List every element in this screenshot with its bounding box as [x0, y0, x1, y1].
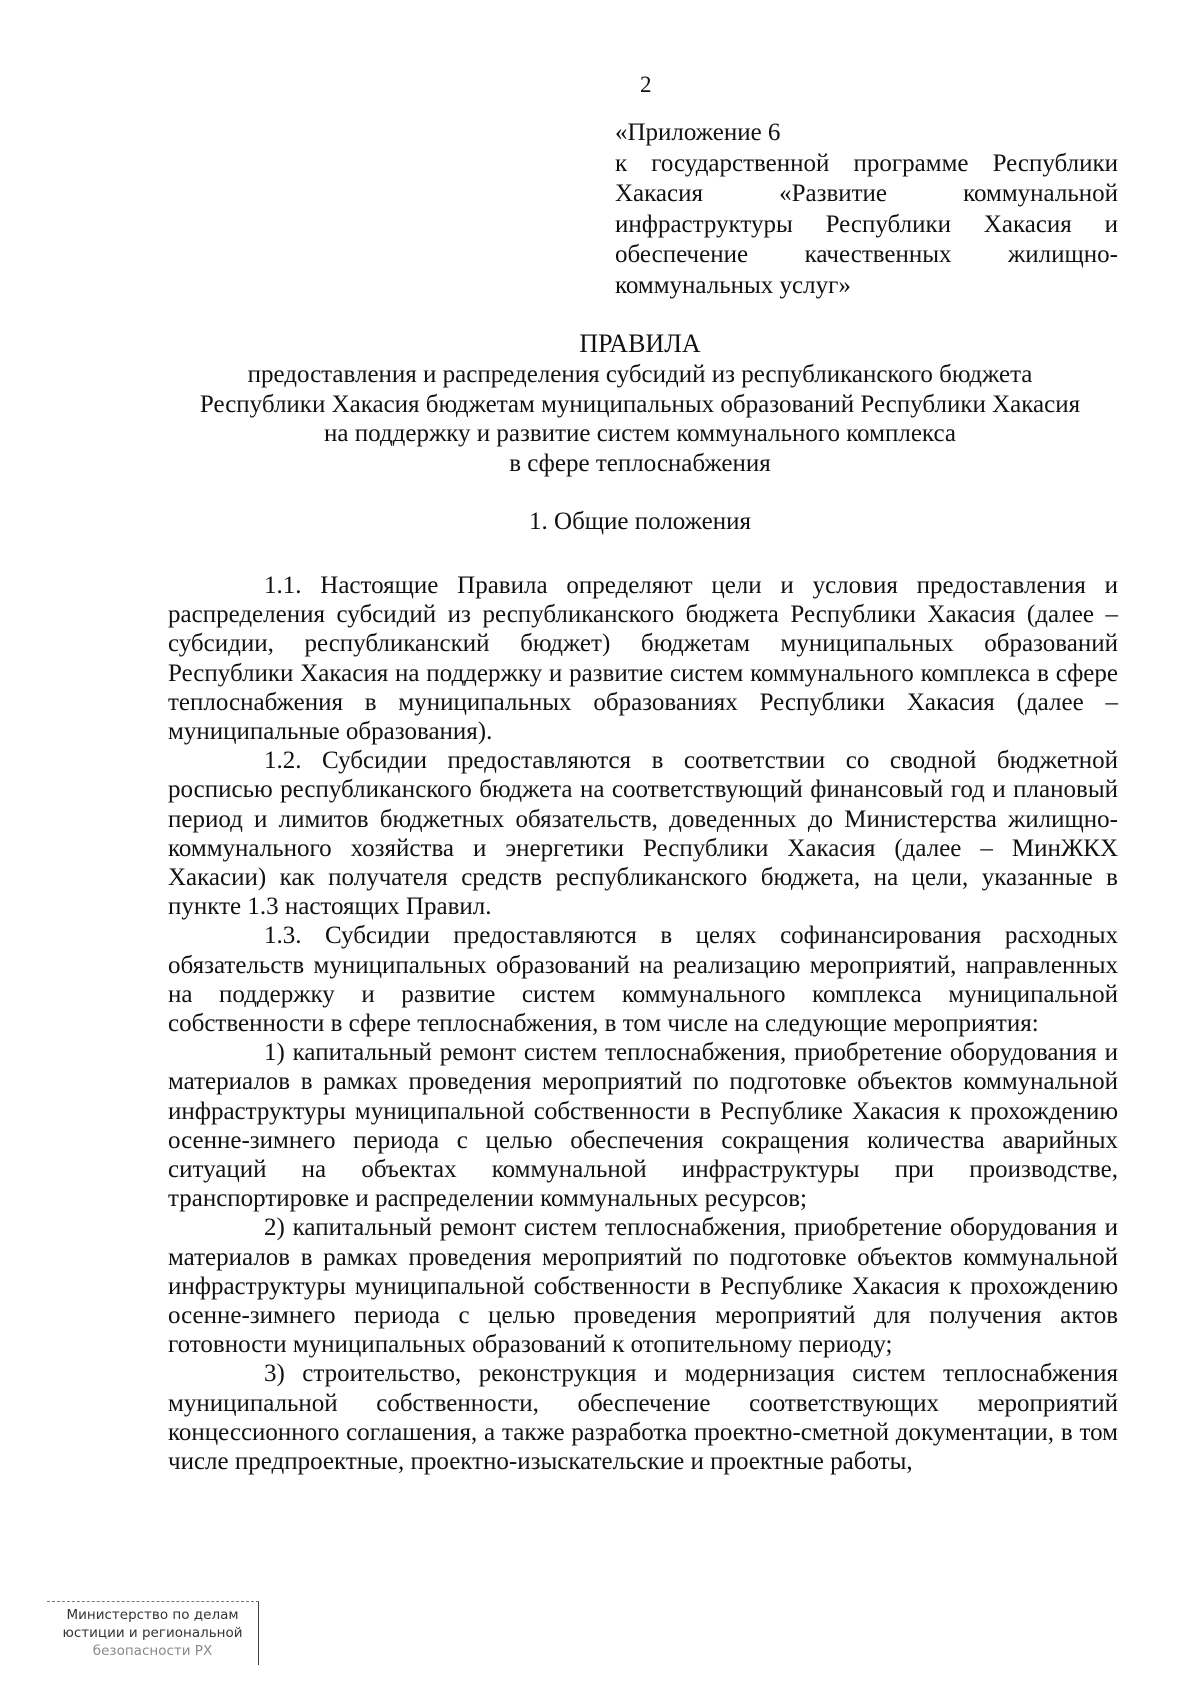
appendix-line: Хакасия «Развитие коммунальной [615, 180, 1118, 207]
document-subtitle-line: предоставления и распределения субсидий из республиканского бюджета [247, 361, 1033, 388]
section-heading: 1. Общие положения [529, 508, 751, 535]
appendix-block [615, 118, 1118, 301]
paragraph: 1.2. Субсидии предоставляются в соответствии со сводной бюджетной росписью республиканского бюджета на соответствующий финансовый год и плановый период и лимитов бюджетных обязательств, доведенных до Министерства жилищно-коммунального хозяйства и энергетики Республики Хакасия (далее – МинЖКХ Хакасии) как получателя средств республиканского бюджета, на цели, указанные в пункте 1.3 настоящих Правил. [168, 747, 1118, 921]
paragraph: 1) капитальный ремонт систем теплоснабжения, приобретение оборудования и материалов в рамках проведения мероприятий по подготовке объектов коммунальной инфраструктуры муниципальной собственности в Республике Хакасия к прохождению осенне-зимнего периода с целью обеспечения сокращения количества аварийных ситуаций на объектах коммунальной инфраструктуры при производстве, транспортировке и распределении коммунальных ресурсов; [168, 1039, 1118, 1213]
stamp-line: безопасности РХ [92, 1643, 213, 1659]
body-text [168, 571, 1118, 1476]
document-title: ПРАВИЛА [579, 329, 701, 358]
document-subtitle-line: Республики Хакасия бюджетам муниципальных образований Республики Хакасия [199, 390, 1081, 418]
stamp-line: юстиции и региональной [62, 1625, 243, 1641]
paragraph: 1.3. Субсидии предоставляются в целях софинансирования расходных обязательств муниципальных образований на реализацию мероприятий, направленных на поддержку и развитие систем коммунального комплекса муниципальной собственности в сфере теплоснабжения, в том числе на следующие мероприятия: [168, 922, 1118, 1038]
appendix-line: обеспечение качественных жилищно- [615, 241, 1118, 268]
stamp-line: Министерство по делам [66, 1607, 239, 1623]
appendix-line: к государственной программе Республики [615, 149, 1118, 177]
page-number: 2 [640, 72, 652, 97]
appendix-line: «Приложение 6 [615, 119, 781, 146]
registration-stamp [47, 1601, 259, 1665]
title-block [150, 328, 1130, 478]
paragraph: 3) строительство, реконструкция и модернизация систем теплоснабжения муниципальной собственности, обеспечение соответствующих мероприятий концессионного соглашения, а также разработка проектно-сметной документации, в том числе предпроектные, проектно-изыскательские и проектные работы, [168, 1360, 1118, 1476]
paragraph: 2) капитальный ремонт систем теплоснабжения, приобретение оборудования и материалов в рамках проведения мероприятий по подготовке объектов коммунальной инфраструктуры муниципальной собственности в Республике Хакасия к прохождению осенне-зимнего периода с целью проведения мероприятий для получения актов готовности муниципальных образований к отопительному периоду; [168, 1214, 1118, 1359]
paragraph: 1.1. Настоящие Правила определяют цели и условия предоставления и распределения субсидий из республиканского бюджета Республики Хакасия (далее – субсидии, республиканский бюджет) бюджетам муниципальных образований Республики Хакасия на поддержку и развитие систем коммунального комплекса в сфере теплоснабжения в муниципальных образованиях Республики Хакасия (далее – муниципальные образования). [168, 572, 1118, 746]
appendix-line: коммунальных услуг» [615, 271, 851, 299]
document-subtitle-line: на поддержку и развитие систем коммунального комплекса [324, 420, 956, 447]
appendix-line: инфраструктуры Республики Хакасия и [615, 210, 1118, 238]
document-subtitle-line: в сфере теплоснабжения [509, 449, 771, 477]
